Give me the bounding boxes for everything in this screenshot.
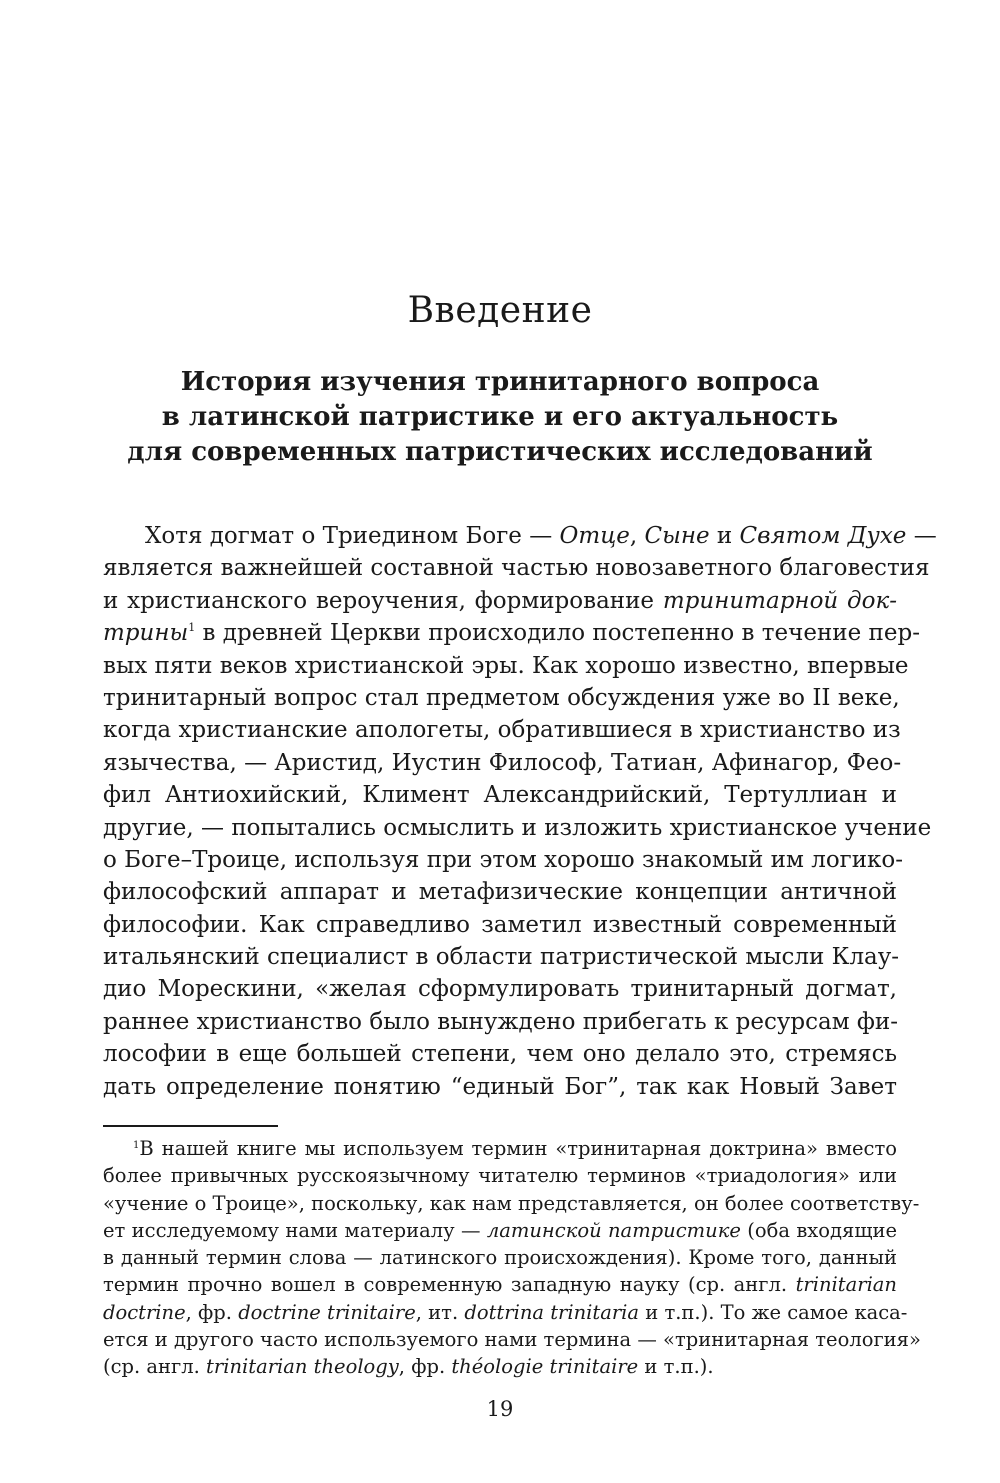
text-line: философский аппарат и метафизические концепции античной — [103, 879, 897, 906]
text-line: дио Морескини, «желая сформулировать тринитарный догмат, — [103, 976, 897, 1003]
footnote-marker: 1 — [133, 1140, 140, 1151]
text-line: итальянский специалист в области патристической мысли Клау- — [103, 944, 900, 971]
text-line: фил Антиохийский, Климент Александрийский, Тертуллиан и — [103, 782, 897, 809]
section-subtitle — [100, 365, 900, 470]
chapter-title: Введение — [407, 290, 593, 331]
text-line: раннее христианство было вынуждено прибегать к ресурсам фи- — [103, 1008, 899, 1035]
text-line: вых пяти веков христианской эры. Как хорошо известно, впервые — [103, 652, 909, 679]
text-line: трины$^1$ в древней Церкви происходило постепенно в течение пер- — [103, 620, 920, 647]
footnote-reference[interactable]: 1 — [188, 621, 196, 635]
footnote-line: (ср. англ. trinitarian theology, фр. théologie trinitaire и т.п.). — [103, 1355, 714, 1379]
footnote-line: более привычных русскоязычному читателю терминов «триадология» или — [103, 1164, 897, 1188]
footnote-line: в данный термин слова — латинского происхождения). Кроме того, данный — [103, 1246, 897, 1270]
text-line: другие, — попытались осмыслить и изложить христианское учение — [103, 814, 932, 841]
footnote-separator — [103, 1125, 278, 1127]
footnote-line: ет исследуемому нами материалу — латинской патристике (оба входящие — [103, 1218, 898, 1242]
footnote-line: $^1$В нашей книге мы используем термин «тринитарная доктрина» вместо — [133, 1137, 897, 1160]
text-line: философии. Как справедливо заметил известный современный — [103, 911, 897, 938]
text-line: тринитарный вопрос стал предметом обсуждения уже во II веке, — [103, 684, 900, 711]
text-line: Хотя догмат о Триедином Боге — Отце, Сыне и Святом Духе — — [145, 523, 937, 549]
subtitle-line: для современных патристических исследований — [127, 437, 873, 467]
subtitle-line: История изучения тринитарного вопроса — [180, 367, 820, 397]
text-line: и христианского вероучения, формирование тринитарной док- — [103, 587, 897, 614]
text-line: лософии в еще большей степени, чем оно делало это, стремясь — [103, 1041, 897, 1068]
text-line: когда христианские апологеты, обратившиеся в христианство из — [103, 717, 901, 744]
text-line: дать определение понятию “единый Бог”, так как Новый Завет — [103, 1073, 897, 1100]
text-line: является важнейшей составной частью новозаветного благовестия — [103, 555, 930, 582]
page-number: 19 — [486, 1397, 514, 1421]
text-line: язычества, — Аристид, Иустин Философ, Татиан, Афинагор, Фео- — [103, 749, 902, 776]
footnote-line: термин прочно вошел в современную западную науку (ср. англ. trinitarian — [103, 1273, 897, 1297]
footnote-line: ется и другого часто используемого нами термина — «тринитарная теология» — [103, 1328, 921, 1352]
body-paragraph — [103, 520, 937, 1103]
footnote-line: doctrine, фр. doctrine trinitaire, ит. dottrina trinitaria и т.п.). То же самое каса- — [103, 1300, 908, 1324]
text-line: о Боге–Троице, используя при этом хорошо знакомый им логико- — [103, 846, 904, 873]
footnote-line: «учение о Троице», поскольку, как нам представляется, он более соответству- — [103, 1191, 920, 1215]
subtitle-line: в латинской патристике и его актуальность — [161, 402, 839, 432]
footnote — [103, 1135, 921, 1381]
